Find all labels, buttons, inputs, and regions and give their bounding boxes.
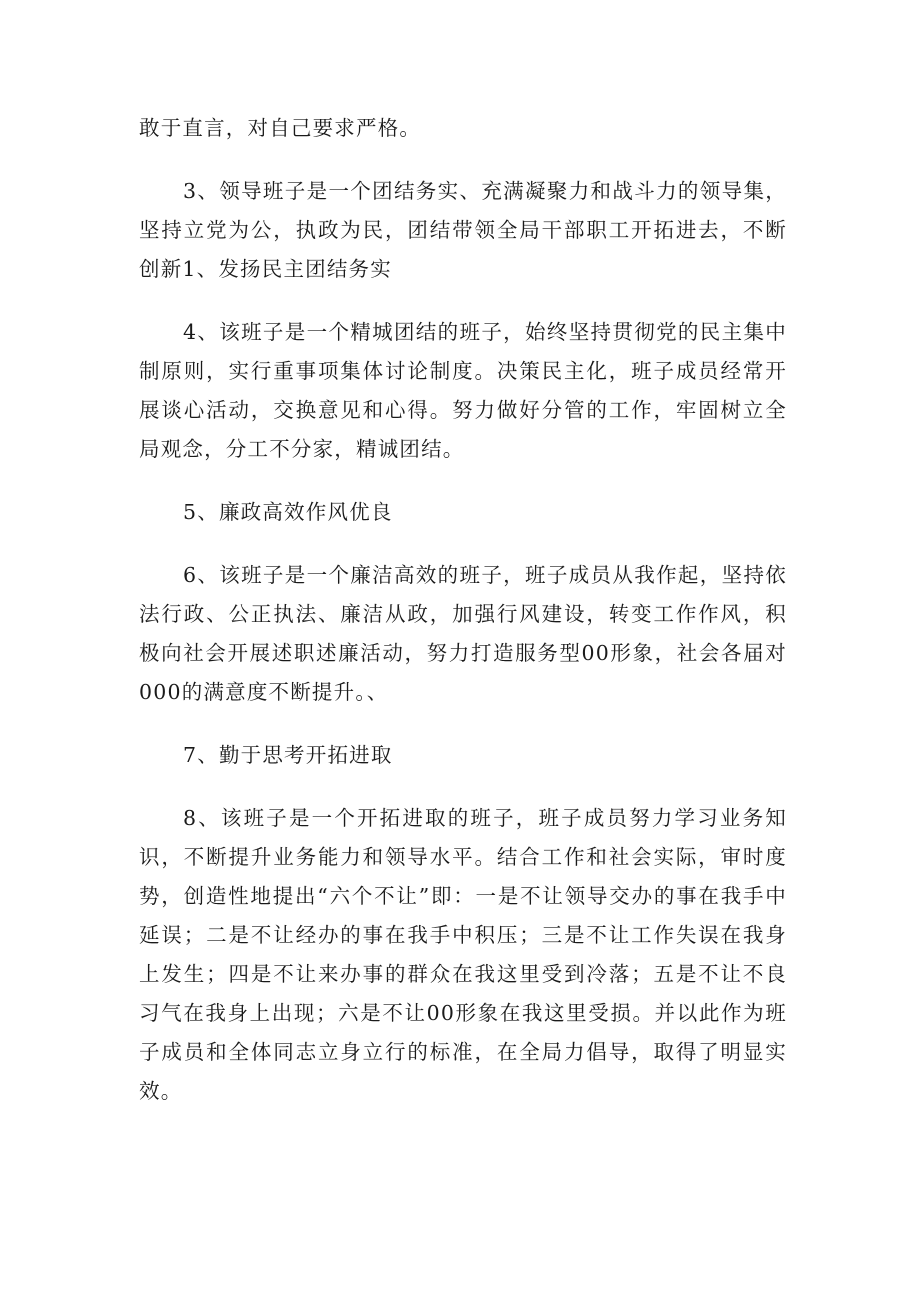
paragraph-item-3: 3、领导班子是一个团结务实、充满凝聚力和战斗力的领导集，坚持立党为公，执政为民，团结带领全局干部职工开拓进去，不断创新1、发扬民主团结务实	[139, 179, 787, 281]
document-page	[139, 109, 787, 1111]
paragraph-item-4: 4、该班子是一个精城团结的班子，始终坚持贯彻党的民主集中制原则，实行重事项集体讨论制度。决策民主化，班子成员经常开展谈心活动，交换意见和心得。努力做好分管的工作，牢固树立全局观念，分工不分家，精诚团结。	[139, 320, 787, 461]
heading-item-5: 5、廉政高效作风优良	[183, 500, 393, 524]
paragraph-item-6: 6、该班子是一个廉洁高效的班子，班子成员从我作起，坚持依法行政、公正执法、廉洁从政，加强行风建设，转变工作作风，积极向社会开展述职述廉活动，努力打造服务型00形象，社会各届对000的满意度不断提升。、	[139, 563, 787, 704]
heading-item-7: 7、勤于思考开拓进取	[183, 743, 393, 767]
paragraph-continuation: 敢于直言，对自己要求严格。	[139, 116, 422, 140]
paragraph-item-8: 8、该班子是一个开拓进取的班子，班子成员努力学习业务知识，不断提升业务能力和领导水平。结合工作和社会实际，审时度势，创造性地提出“六个不让”即：一是不让领导交办的事在我手中延误；二是不让经办的事在我手中积压；三是不让工作失误在我身上发生；四是不让来办事的群众在我这里受到冷落；五是不让不良习气在我身上出现；六是不让00形象在我这里受损。并以此作为班子成员和全体同志立身立行的标准，在全局力倡导，取得了明显实效。	[139, 806, 787, 1103]
